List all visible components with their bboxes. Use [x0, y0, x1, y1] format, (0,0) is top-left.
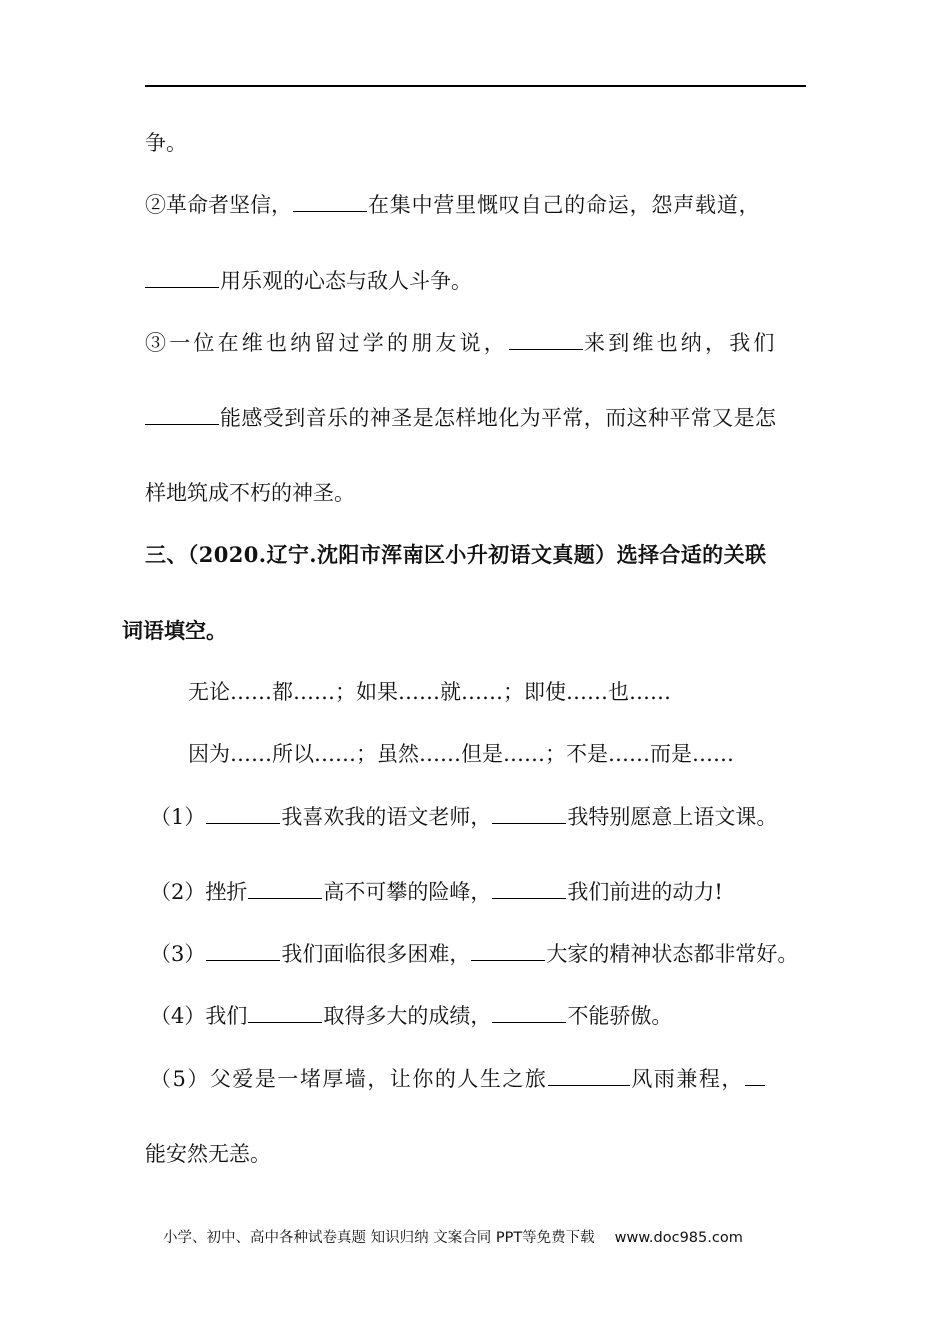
- section3-heading-line2: [122, 617, 227, 645]
- options-row-2: [188, 740, 734, 768]
- footer-url-link[interactable]: www.doc985.com: [614, 1230, 743, 1246]
- fill-blank[interactable]: [248, 1004, 322, 1023]
- fill-blank[interactable]: [745, 1067, 765, 1086]
- line-text: 能感受到音乐的神圣是怎样地化为平常，而这种平常又是怎: [220, 406, 777, 430]
- question-text: （2）挫折: [150, 880, 248, 904]
- text-line-6: [145, 479, 355, 507]
- fill-blank[interactable]: [293, 193, 367, 212]
- fill-blank[interactable]: [509, 331, 583, 350]
- top-rule: [145, 85, 806, 87]
- line-text: 用乐观的心态与敌人斗争。: [220, 269, 472, 293]
- text-line-1: [145, 129, 187, 157]
- question-text: 大家的精神状态都非常好。: [546, 942, 799, 966]
- line-text: 来到维也纳，我们: [584, 331, 778, 355]
- question-text: 高不可攀的险峰，: [323, 880, 492, 904]
- text-line-5: [145, 404, 776, 432]
- question-text: 能安然无恙。: [145, 1142, 271, 1166]
- question-5-continued: [145, 1140, 271, 1168]
- question-text: （5）父爱是一堵厚墙，让你的人生之旅: [150, 1067, 548, 1091]
- line-text: ②革命者坚信，: [145, 193, 292, 217]
- options-text: 因为……所以……；虽然……但是……；不是……而是……: [188, 742, 734, 766]
- fill-blank[interactable]: [492, 805, 566, 824]
- line-text: ③一位在维也纳留过学的朋友说，: [145, 331, 508, 355]
- question-text: （1）: [150, 805, 206, 829]
- question-text: （4）我们: [150, 1004, 248, 1028]
- text-line-4: [145, 329, 778, 357]
- question-4: [150, 1002, 672, 1030]
- fill-blank[interactable]: [492, 880, 566, 899]
- question-text: 不能骄傲。: [567, 1004, 673, 1028]
- question-1: [150, 803, 777, 831]
- fill-blank[interactable]: [206, 805, 280, 824]
- question-text: 风雨兼程，: [631, 1067, 744, 1091]
- fill-blank[interactable]: [206, 942, 280, 961]
- fill-blank[interactable]: [248, 880, 322, 899]
- question-text: 我特别愿意上语文课。: [567, 805, 778, 829]
- fill-blank[interactable]: [471, 942, 545, 961]
- options-row-1: [188, 678, 671, 706]
- text-line-2: [145, 191, 760, 219]
- fill-blank[interactable]: [145, 406, 219, 425]
- line-text: 在集中营里慨叹自己的命运，怨声载道，: [368, 193, 761, 217]
- section-heading: 词语填空。: [122, 618, 227, 643]
- fill-blank[interactable]: [492, 1004, 566, 1023]
- fill-blank[interactable]: [548, 1067, 630, 1086]
- question-2: [150, 878, 723, 906]
- question-text: （3）: [150, 942, 206, 966]
- page-footer: [163, 1226, 743, 1247]
- question-text: 我们面临很多困难，: [281, 942, 471, 966]
- line-text: 样地筑成不朽的神圣。: [145, 481, 355, 505]
- text-line-3: [145, 267, 472, 295]
- question-3: [150, 940, 798, 968]
- line-text: 争。: [145, 131, 187, 155]
- options-text: 无论……都……；如果……就……；即使……也……: [188, 680, 671, 704]
- question-text: 我喜欢我的语文老师，: [281, 805, 492, 829]
- question-text: 我们前进的动力!: [567, 880, 723, 904]
- footer-text: 小学、初中、高中各种试卷真题 知识归纳 文案合同 PPT等免费下载: [163, 1230, 595, 1246]
- question-text: 取得多大的成绩，: [323, 1004, 492, 1028]
- section3-heading-line1: [145, 541, 766, 569]
- question-5: [150, 1065, 766, 1093]
- section-heading: 三、（2020.辽宁.沈阳市浑南区小升初语文真题）选择合适的关联: [145, 542, 767, 567]
- fill-blank[interactable]: [145, 269, 219, 288]
